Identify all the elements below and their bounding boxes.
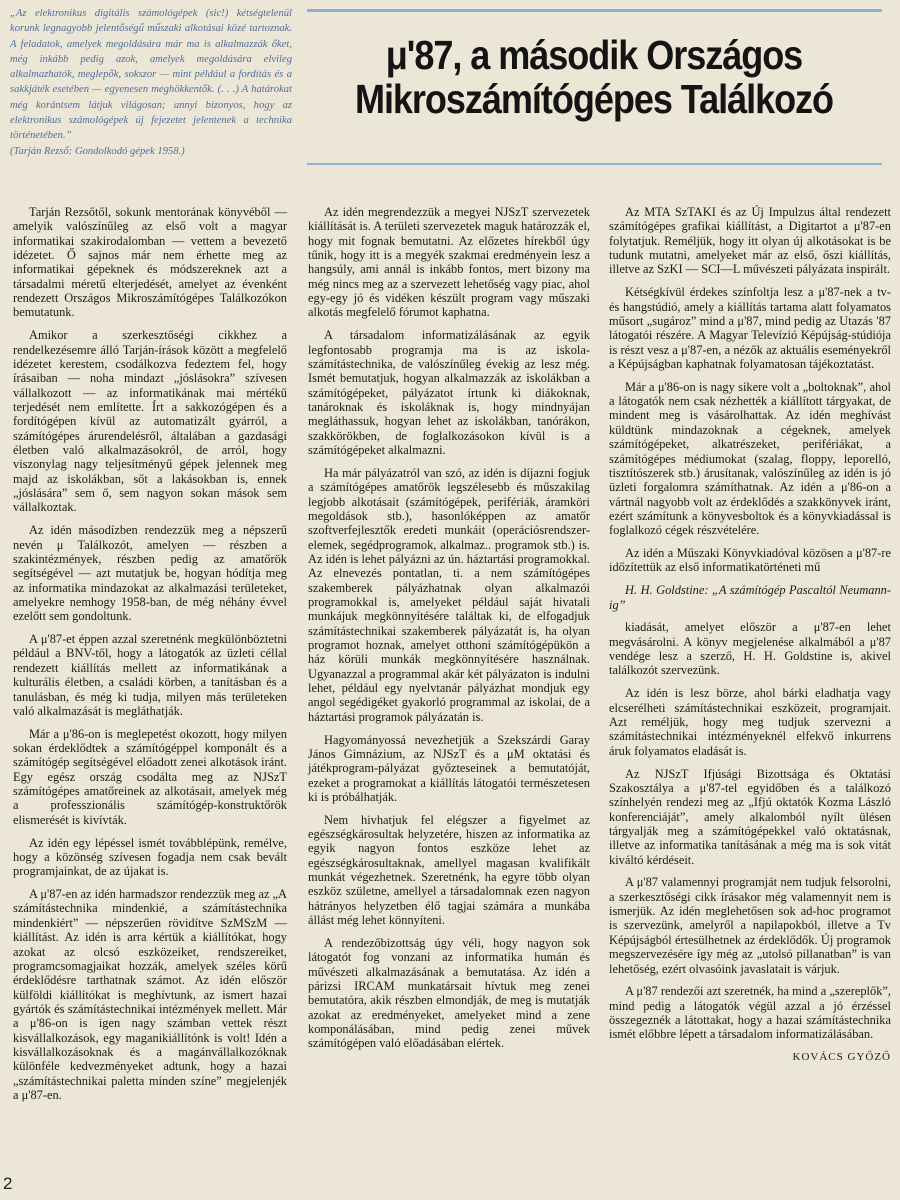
paragraph: Az NJSzT Ifjúsági Bizottsága és Oktatási Szakosztálya a μ'87-tel egyidőben és a találkozó színhelyén rendezi meg az „Ifjú oktatók Kozma László konferenciáját”, amely alkalomból nyílt ülésen tárgyalják meg a számítógépekkel való oktatásnak, illetve az informatika tanításának a még ma is sok vitát kiváltó kérdéseit.: [609, 766, 891, 867]
epigraph-text: „Az elektronikus digitális számológépek (sic!) kétségtelenül korunk legnagyobb jelentőségű műszaki alkotásai közé tartoznak. A feladatok, amelyek megoldására már ma is alkalmazzák őket, még inkább pedig azok, amelyek megoldására elvileg alkalmazhatók, meglepők, sokszor — mint például a fordítás és a sakkjáték esetében — egyenesen meghökkentők. (. . .) A határokat még korántsem látjuk világosan; annyi bizonyos, hogy az elektronikus számológépek új fejezetet jelentenek a technika történetében.”: [10, 8, 292, 142]
paragraph: A μ'87 rendezői azt szeretnék, ha mind a „szereplők”, mind pedig a látogatók végül azzal a jó érzéssel összegeznék a látottakat, hogy a hazai számítástechnika ismét előbbre lépett a társadalom informatizálásában.: [609, 984, 891, 1042]
column-1: [13, 205, 287, 1111]
paragraph: Az idén másodízben rendezzük meg a népszerű nevén μ Találkozót, amelyen — részben a szakintézmények, részben pedig az amatőrök segítségével — azt mutatjuk be, hogyan hódítja meg az informatika mindazokat az alkalmazási területeket, amelyekre nemhogy 1958-ban, de még néhány évvel ezelőtt sem gondoltunk.: [13, 523, 287, 624]
paragraph: A rendezőbizottság úgy véli, hogy nagyon sok látogatót fog vonzani az informatika humán és művészeti alkalmazásának a bemutatása. Az idén a párizsi IRCAM munkatársait hívtuk meg zenei bemutatóra, akik részben elmondják, de meg is mutatják azokat az eredményeket, amelyeket mind a zene komponálásában, mind pedig zenei művek számítógépen való előadásában elértek.: [308, 936, 590, 1051]
epigraph-quote: [10, 6, 292, 159]
column-3: [609, 205, 891, 1073]
paragraph: kiadását, amelyet először a μ'87-en lehet megvásárolni. A könyv megjelenése alkalmából a μ'87 vendége lesz a szerző, H. H. Goldstine is, akivel találkozót szervezünk.: [609, 620, 891, 678]
paragraph: Amikor a szerkesztőségi cikkhez a rendelkezésemre álló Tarján-írások között a megfelelő idézetet kerestem, csodálkozva fedeztem fel, hogy írásaiban — noha mindazt „jóslásokra” szívesen vállalkozott — az informatikának mai mértékű terjedését nem említette. Írt a sakkozógépen és a fordítógépen kívül az automatizált gyárról, a számítógépes árurendelésről, általában a gazdasági életben való alkalmazásokról, de arról, hogy viszonylag nagy teljesítményű gépek jelennek meg majd az iskolákban, sőt a lakásokban is, ennek „jóslására” sem ő, sem nagyon sokan mások sem vállalkoztak.: [13, 328, 287, 515]
paragraph: Kétségkívül érdekes színfoltja lesz a μ'87-nek a tv- és hangstúdió, amely a kiállítás tartama alatt folyamatos műsort „sugároz” mind a μ'87, mind pedig az Utazás '87 látogatói részére. A Magyar Televízió Képújság-stúdiója is részt vesz a μ'87-en, a nézők az aktuális eseményekről a Képújságban kaphatnak folyamatosan tájékoztatást.: [609, 285, 891, 371]
title-rule-bottom: [307, 163, 882, 165]
paragraph: Az idén egy lépéssel ismét továbblépünk, remélve, hogy a közönség szívesen fogadja nem csak bevált programjainkat, de az újakat is.: [13, 835, 287, 879]
paragraph: A μ'87-en az idén harmadszor rendezzük meg az „A számítástechnika mindenkié, a számítástechnika mindenkiért” — népszerűen rövidítve SzMSzM — kiállítást. Az idén is arra kértük a kiállítókat, hogy azokat az olcsó eszközeiket, rendszereiket, programcsomagjaikat hozzák, amelyek széles körű érdeklődésre tarthatnak számot. Az idén először külföldi kiállítókat is meghívtunk, az ismert hazai gyártók és számítástechnikai intézmények mellett. Már a μ'86-on is igen nagy számban vettek részt kisvállalkozások, egy maganikiállítónk is volt! Idén a kisvállalkozásoknak és a magánvállalkozóknak különféle kedvezményeket adtunk, hogy a hazai „számítástechnikai paletta minden színe” megjelenjék a μ'87-en.: [13, 887, 287, 1102]
paragraph: Az idén a Műszaki Könyvkiadóval közösen a μ'87-re időzítettük az első informatikatörténeti mű: [609, 546, 891, 575]
paragraph: Az idén megrendezzük a megyei NJSzT szervezetek kiállítását is. A területi szervezetek maguk határozzák el, hogy mit fognak bemutatni. Az előzetes hírekből úgy tűnik, hogy itt is a megyék szakmai eredményein lesz a hangsúly, ami annál is inkább fontos, mert bizony ma még nincs meg az a szervezett lehetőség vagy piac, ahol egy-egy jó és vidéken készült program vagy műszaki alkotás megfelelő fórumot kaphatna.: [308, 205, 590, 320]
paragraph: Hagyományossá nevezhetjük a Szekszárdi Garay János Gimnázium, az NJSzT és a μM oktatási és játékprogram-pályázat győzteseinek a bemutatóját, ezeket a programokat a kiállítás látogatói természetesen ki is próbálhatják.: [308, 732, 590, 804]
paragraph: Már a μ'86-on is nagy sikere volt a „boltoknak”, ahol a látogatók nem csak nézhették a kiállított tárgyakat, de mindent meg is vásárolhattak. Az idén meghívást küldtünk mindazoknak a cégeknek, amelyek számítógépeket, alkatrészeket, perifériákat, a számítógépes médiumokat (szalag, floppy, leporelló, tisztítószerek stb.) árusítanak, valószínűleg az idén is jó üzleti forgalomra számíthatnak. Az idén a μ'86-on a vártnál nagyobb volt az érdeklődés a szakkönyvek iránt, ezért számítunk a könyvesboltok és a könyvkiadással is foglalkozó cégek részvételére.: [609, 379, 891, 538]
book-title: H. H. Goldstine: „A számítógép Pascaltól Neumann-ig”: [609, 583, 891, 612]
article-title: μ'87, a második Országos Mikroszámítógépes Találkozó: [354, 32, 834, 122]
epigraph-source: (Tarján Rezső: Gondolkodó gépek 1958.): [10, 145, 185, 157]
author-signature: KOVÁCS GYŐZŐ: [792, 1051, 891, 1064]
paragraph: A μ'87-et éppen azzal szeretnénk megkülönböztetni például a BNV-től, hogy a látogatók az üzleti céllal rendezett kiállítás mellett az informatikának a kulturális életben, a családi körben, a tanításban és a tanulásban, és még ki tudja, milyen más területeken való alkalmazását is megláthatják.: [13, 632, 287, 718]
title-rule-top: [307, 9, 882, 12]
column-2: [308, 205, 590, 1059]
paragraph: Nem hivhatjuk fel elégszer a figyelmet az egészségkárosultak helyzetére, hiszen az informatika az egyik nagyon fontos eszköze lehet az egészségkárosultaknak, amellyel magasan kvalifikált munkát végezhetnek. Szeretnénk, ha egyre több olyan eszköz születne, amellyel a társadalomnak ezen nagyon hátrányos helyzetben élő tagjai számára a munkába állást még lehet könnyíteni.: [308, 812, 590, 928]
paragraph: Ha már pályázatról van szó, az idén is díjazni fogjuk a számítógépes amatőrök legszélesebb és műszakilag legjobb alkotásait (számítógépek, perifériák, áramköri megoldások stb.), hasonlóképpen az amatőr szoftverfejlesztők eredeti munkáit (operációsrendszer-elemek, segédprogramok, alkalmaz.. programok stb.) is. Az idén is lehet pályázni az ún. háztartási programokkal. Az elnevezés pontatlan, ti. a nem számítógépes szakemberek pályázhatnak olyan alkalmazói programokkal is, amelyeket például saját hivatali munkájuk megkönnyítésére találtak ki, de elfogadjuk számítástechnikai szakemberek pályázatát is, ha olyan programot hoznak, amelyet otthoni számítógépükön a ház körüli munkák megkönnyítésére használnak. Ugyanazzal a programmal akár két pályázaton is indulni lehet, például egy nyelvtanár pályázhat mondjuk egy angol segédigéket gyakorló programmal az iskolai, de a háztartási programok pályázatán is.: [308, 465, 590, 724]
paragraph: Már a μ'86-on is meglepetést okozott, hogy milyen sokan érdeklődtek a számítógéppel komponált és a számítógép segítségével előadott zenei alkotások iránt. Egy egész ország csodálta meg az NJSzT számítógépes amatőreinek az alkotásait, amelyek még a professzionális számítógép-konstruktőrök elismerését is kivívták.: [13, 726, 287, 827]
paragraph: Az idén is lesz börze, ahol bárki eladhatja vagy elcserélheti számítástechnikai eszközeit, programjait. Azt reméljük, hogy meg tudjuk szervezni a számítástechnikai intézményeknél elfekvő inkurrens áruk folyamatos eladását is.: [609, 686, 891, 758]
page-number: 2: [3, 1174, 13, 1193]
paragraph: A társadalom informatizálásának az egyik legfontosabb programja ma is az iskola-számítástechnika, de valószínűleg évekig az lesz még. Ismét bemutatjuk, hogyan alkalmazzák az iskolákban a számítógépeket, pályázatot írtunk ki diákoknak, tanároknak és iskoláknak is, hogy mindnyájan megláthassuk, hogyan lehet az iskolákban, tanórákon, szakkörökben, de foglalkozásokon kívül is a számítógépeket alkalmazni.: [308, 328, 590, 457]
paragraph: Az MTA SzTAKI és az Új Impulzus által rendezett számítógépes grafikai kiállítást, a Digitartot a μ'87-en folytatjuk. Reméljük, hogy itt olyan új alkotásokat is be tudunk mutatni, amelyeket már az első, őszi kiállítás, illetve az SzKI — SCI—L művészeti pályázata inspirált.: [609, 205, 891, 277]
paragraph: A μ'87 valamennyi programját nem tudjuk felsorolni, a szerkesztőségi cikk írásakor még valamennyit nem is ismerjük. Az idén meglehetősen sok ad-hoc programot is szervezünk, amelyről a napilapokból, illetve a Tv Képújságból értesülhetnek az érdeklődők. Új programok megszervezésére így még az „utolsó pillanatban” is van lehetőség, ezért olvasóink javaslatait is várjuk.: [609, 875, 891, 976]
paragraph: Tarján Rezsőtől, sokunk mentorának könyvéből — amelyik valószínűleg az első volt a magyar informatikai szakirodalomban — vettem a bevezető idézetet. Ő sajnos már nem érhette meg az informatikai gépeknek és módszereknek azt a társadalmi méretű elterjedését, amelyet az évenként rendezett Országos Mikroszámítógépes Találkozókon bemutatunk.: [13, 205, 287, 320]
